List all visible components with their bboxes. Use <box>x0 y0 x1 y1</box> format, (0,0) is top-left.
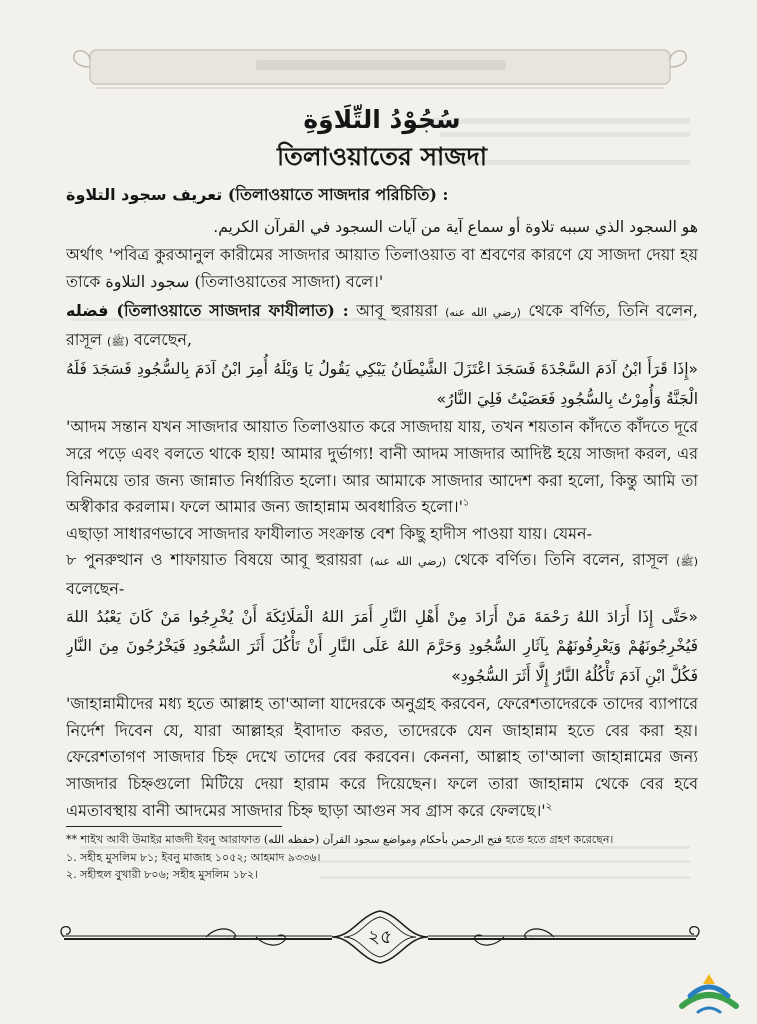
intercession-middle: থেকে বর্ণিত। তিনি বলেন, রাসূল <box>453 550 669 570</box>
definition-heading-bengali: (তিলাওয়াতে সাজদার পরিচিতি) : <box>227 185 449 204</box>
definition-bengali: অর্থাৎ 'পবিত্র কুরআনুল কারীমের সাজদার আয়াত তিলাওয়াত বা শ্রবণের কারণে যে সাজদা দেয়া হয় তাকে سجود التلاوة (তিলাওয়াতের সাজদা) বলে।' <box>66 245 698 291</box>
footnote-source-suffix: হতে হতে গ্রহণ করেছেন। <box>505 833 614 846</box>
hadith-1-bengali: 'আদম সন্তান যখন সাজদার আয়াত তিলাওয়াত করে সাজদায় যায়, তখন শয়তান কাঁদতে কাঁদতে দূরে সরে পড়ে এবং বলতে থাকে হায়! আমার দুর্ভাগ্য! বানী আদম সাজদার আদিষ্ট হয়ে সাজদা করল, এর বিনিময়ে তার জন্য জান্নাত নির্ধারিত হলো। আর আমাকে সাজদার আদেশ করা হলো, কিন্তু আমি তা অস্বীকার করলাম। ফলে আমার জন্য জাহান্নাম অবধারিত হলো।' <box>66 417 698 517</box>
footnote-ref-2: ২ <box>545 801 553 813</box>
definition-heading <box>66 182 698 209</box>
intercession-paragraph <box>66 547 698 602</box>
definition-arabic: هو السجود الذي سببه تلاوة أو سماع آية من آيات السجود في القرآن الكريم. <box>213 217 698 236</box>
hadith-2-arabic: «حَتَّى إِذَا أَرَادَ اللهُ رَحْمَةَ مَنْ أَرَادَ مِنْ أَهْلِ النَّارِ أَمَرَ اللهُ الْمَلَائِكَةَ أَنْ يُخْرِجُوا مَنْ كَانَ يَعْبُدُ اللهَ فَيُخْرِجُونَهُمْ وَيَعْرِفُونَهُمْ بِآثَارِ السُّجُودِ وَحَرَّمَ اللهُ عَلَى النَّارِ أَنْ تَأْكُلَ أَثَرَ السُّجُودِ فَيَخْرُجُونَ مِنَ النَّارِ فَكُلَّ ابْنِ آدَمَ تَأْكُلُهُ النَّارُ إِلَّا أَثَرَ السُّجُودِ» <box>66 607 698 685</box>
chapter-title-bengali: তিলাওয়াতের সাজদা <box>277 142 487 171</box>
general-paragraph: এছাড়া সাধারণভাবে সাজদার ফাযীলাত সংক্রান্ত বেশ কিছু হাদীস পাওয়া যায়। যেমন- <box>66 523 593 543</box>
publisher-logo <box>676 970 742 1016</box>
intercession-suffix: বলেছেন- <box>66 579 125 599</box>
footnote-source-book: فتح الرحمن بأحكام ومواضع سجود القرآن <box>322 834 503 846</box>
virtue-heading-bengali: (তিলাওয়াতে সাজদার ফাযীলাত) : <box>116 301 349 321</box>
definition-heading-arabic: تعريف سجود التلاوة <box>66 185 223 204</box>
companion-honorific: (رضي الله عنه) <box>369 555 447 569</box>
intercession-narrator: পুনরুত্থান ও শাফায়াত বিষয়ে আবূ হুরায়রা <box>84 550 363 570</box>
hadith-1-translation <box>66 414 698 520</box>
footnote-source <box>66 831 698 849</box>
companion-honorific: (رضي الله عنه) <box>445 306 521 320</box>
virtue-heading-arabic: فضله <box>66 301 109 321</box>
page-body <box>66 100 698 822</box>
footnote-1: ১. সহীহ মুসলিম ৮১; ইবনু মাজাহ ১০৫২; আহমাদ ৯৩৩৬। <box>66 851 321 864</box>
footnote-2: ২. সহীহুল বুখারী ৮০৬; সহীহ মুসলিম ১৮২। <box>66 868 259 881</box>
hadith-2-translation <box>66 691 698 822</box>
virtue-narrator: আবূ হুরায়রা <box>356 301 438 321</box>
chapter-title-arabic: سُجُوْدُ التِّلَاوَةِ <box>303 105 461 134</box>
footnotes <box>66 831 698 883</box>
bullet: ৮ <box>66 550 77 570</box>
prophet-honorific: (ﷺ) <box>676 555 698 569</box>
prophet-honorific: (ﷺ) <box>107 334 129 348</box>
header-ornament <box>56 40 704 98</box>
hadith-1-arabic: «إِذَا قَرَأَ ابْنُ آدَمَ السَّجْدَةَ فَسَجَدَ اعْتَزَلَ الشَّيْطَانُ يَبْكِي يَقُولُ يَا وَيْلَهُ أُمِرَ ابْنُ آدَمَ بِالسُّجُودِ فَسَجَدَ فَلَهُ الْجَنَّةُ وَأُمِرْتُ بِالسُّجُودِ فَعَصَيْتُ فَلِيَ النَّارُ» <box>66 360 698 408</box>
footnote-source-prefix: ** শাইখ আবী উমাইর মাজদী ইবনু আরাফাত (حفظه الله) <box>66 833 320 846</box>
virtue-heading <box>66 301 349 320</box>
virtue-paragraph <box>66 298 698 355</box>
virtue-middle: থেকে বর্ণিত, তিনি বলেন, রাসূল <box>66 301 698 349</box>
page-number: ২৫ <box>367 926 393 948</box>
virtue-suffix: বলেছেন, <box>134 329 193 349</box>
hadith-2-bengali: 'জাহান্নামীদের মধ্য হতে আল্লাহ তা'আলা যাদেরকে অনুগ্রহ করবেন, ফেরেশতাদেরকে তাদের ব্যাপারে নির্দেশ দিবেন যে, যারা আল্লাহর ইবাদাত করত, তাদেরকে যেন জাহান্নাম হতে বের করা হয়। ফেরেশতাগণ সাজদার চিহ্ন দেখে তাদের বের করবেন। কেননা, আল্লাহ তা'আলা জাহান্নামের জন্য সাজদার চিহ্নগুলো মিটিয়ে দেয়া হারাম করে দিয়েছেন। ফলে তারা জাহান্নাম থেকে বের হবে এমতাবস্থায় বানী আদমের সাজদার চিহ্ন ছাড়া আগুন সব গ্রাস করে ফেলছে।' <box>66 694 698 820</box>
footnote-ref-1: ১ <box>463 497 470 509</box>
footnote-divider <box>66 826 282 827</box>
